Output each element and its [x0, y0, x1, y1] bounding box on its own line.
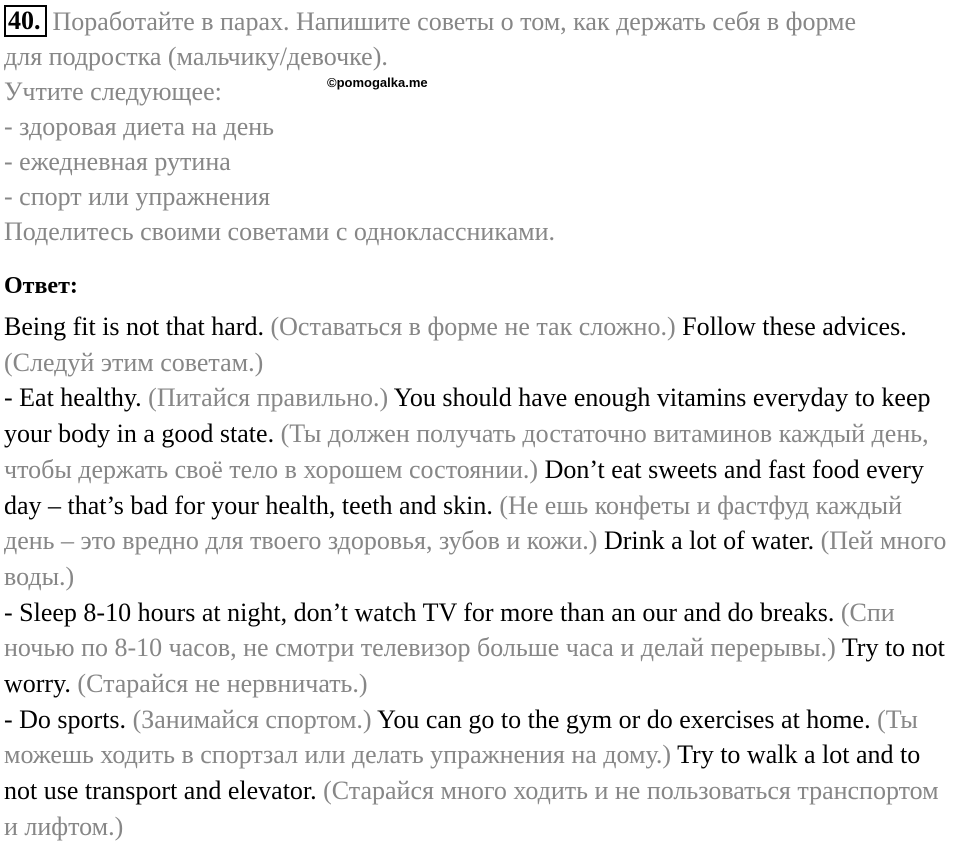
task-line: - спорт или упражнения	[4, 182, 271, 211]
russian-translation: (Старайся не нервничать.)	[77, 669, 368, 699]
document-page	[4, 4, 956, 845]
russian-translation: (Питайся правильно.)	[148, 383, 389, 413]
english-text: - Sleep 8-10 hours at night, don’t watch TV for more than an our and do breaks.	[4, 597, 835, 627]
watermark: ©pomogalka.me	[327, 75, 428, 90]
english-text: You should have enough vitamins everyday to keep your body in a good state.	[4, 383, 931, 449]
english-text: - Eat healthy.	[4, 383, 142, 413]
russian-translation: (Ты должен получать достаточно витаминов каждый день, чтобы держать своё тело в хорошем состоянии.)	[4, 419, 929, 484]
english-text: Being fit is not that hard.	[4, 312, 264, 341]
russian-translation: (Оставаться в форме не так сложно.)	[270, 312, 676, 341]
task-line: - ежедневная рутина	[4, 147, 231, 176]
answer-paragraph-routine	[4, 595, 956, 702]
english-text: Try to not worry.	[4, 633, 945, 699]
answer-label: Ответ:	[4, 273, 78, 299]
answer-text	[4, 309, 956, 845]
task-line: - здоровая диета на день	[4, 112, 275, 141]
task-section	[4, 4, 956, 249]
task-line: для подростка (мальчику/девочке).	[4, 42, 388, 71]
answer-paragraph-intro	[4, 309, 956, 380]
russian-translation: (Не ешь конфеты и фастфуд каждый день – это вредно для твоего здоровья, зубов и кожи.)	[4, 490, 903, 556]
english-text: Drink a lot of water.	[603, 526, 815, 556]
task-number: 40.	[4, 5, 47, 37]
answer-paragraph-diet	[4, 380, 956, 594]
task-text: Поработайте в парах. Напишите советы о том, как держать себя в форме	[52, 7, 857, 36]
english-text: Don’t eat sweets and fast food every day – that’s bad for your health, teeth and skin.	[4, 454, 924, 520]
russian-translation: (Спи ночью по 8-10 часов, не смотри телевизор больше часа и делай перерывы.)	[4, 597, 895, 663]
task-line: Поделитесь своими советами с одноклассниками.	[4, 217, 555, 246]
russian-translation: (Пей много воды.)	[4, 526, 947, 591]
russian-translation: (Старайся много ходить и не пользоваться транспортом и лифтом.)	[4, 776, 939, 841]
russian-translation: (Следуй этим советам.)	[4, 347, 264, 377]
task-line	[4, 4, 956, 39]
answer-paragraph-sport	[4, 702, 956, 845]
english-text: Follow these advices.	[682, 312, 907, 341]
russian-translation: (Занимайся спортом.)	[132, 704, 372, 734]
english-text: - Do sports.	[4, 704, 127, 734]
english-text: You can go to the gym or do exercises at home.	[377, 704, 871, 734]
russian-translation: (Ты можешь ходить в спортзал или делать упражнения на дому.)	[4, 704, 918, 770]
task-line: Учтите следующее:	[4, 77, 222, 106]
english-text: Try to walk a lot and to not use transport and elevator.	[4, 740, 921, 806]
